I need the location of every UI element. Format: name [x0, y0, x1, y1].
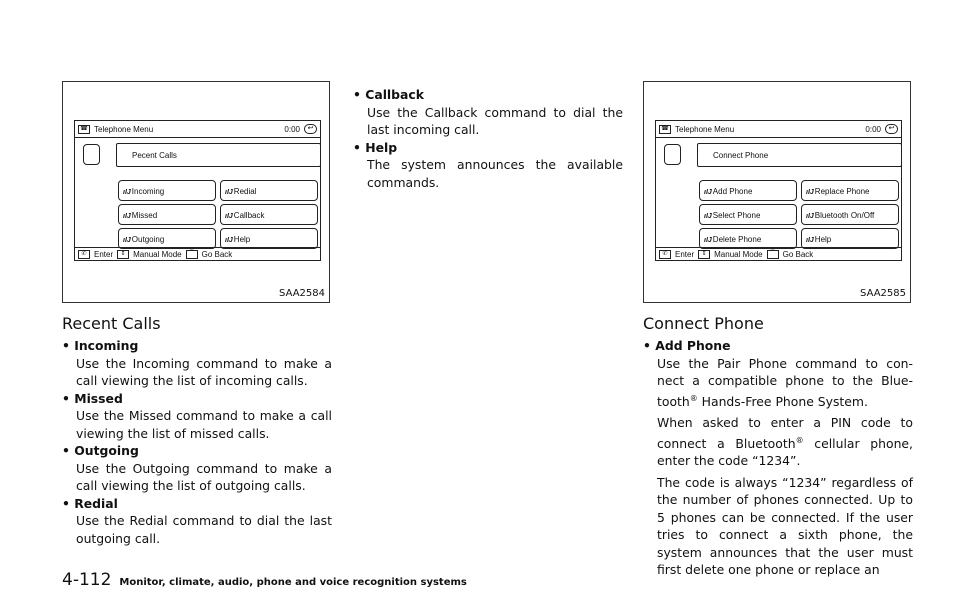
item-body: Use the Missed command to make a call viewing the list of missed calls. — [76, 408, 332, 441]
enter-label: Enter — [675, 249, 695, 259]
back-icon[interactable]: ↩ — [304, 124, 317, 134]
button-label: Callback — [233, 211, 265, 220]
figure-code: SAA2585 — [860, 288, 906, 299]
button-label: Select Phone — [712, 211, 761, 220]
go-back-label: Go Back — [201, 249, 233, 259]
button-label: Delete Phone — [712, 235, 762, 244]
figure-code: SAA2584 — [279, 288, 325, 299]
button-label: Add Phone — [712, 187, 753, 196]
voice-command-button[interactable] — [220, 228, 318, 249]
page-footer — [62, 570, 467, 590]
voice-command-button[interactable] — [118, 204, 216, 225]
item-label: • Missed — [62, 390, 332, 408]
voice-icon: ıIJ — [123, 237, 131, 244]
screen-header — [656, 121, 901, 138]
talk-icon: ✆ — [78, 250, 90, 259]
button-label: Incoming — [131, 187, 165, 196]
manual-mode-label: Manual Mode — [714, 249, 763, 259]
go-back-label: Go Back — [782, 249, 814, 259]
text: Hands-Free Phone System. — [697, 393, 868, 409]
paragraph — [657, 355, 913, 411]
item-body: Use the Callback command to dial the last incoming call. — [367, 104, 623, 137]
registered-mark: ® — [795, 435, 804, 445]
registered-mark: ® — [689, 393, 698, 403]
voice-command-button[interactable] — [699, 228, 797, 249]
text: cellular phone, enter the code “1234”. — [657, 435, 913, 469]
left-column — [62, 337, 332, 547]
menu-heading: Connect Phone — [697, 143, 902, 167]
text: When asked to enter a PIN code to connect a Bluetooth — [657, 415, 913, 451]
right-column — [643, 337, 913, 579]
call-timer: 0:00 — [284, 124, 300, 134]
page-number: 4-112 — [62, 570, 112, 590]
section-heading: Connect Phone — [643, 314, 764, 333]
paragraph: The code is always “1234” regardless of the number of phones connected. Up to 5 phones can be connected. If the user tries to connect a sixth phone, the system announces that the user must first delete one phone or replace an — [657, 474, 913, 578]
voice-icon: ıIJ — [806, 237, 814, 244]
voice-command-button[interactable] — [220, 204, 318, 225]
text: Use the Pair Phone command to con-nect a compatible phone to the Blue-tooth — [657, 355, 913, 409]
item-body: Use the Incoming command to make a call viewing the list of incoming calls. — [76, 355, 332, 388]
figure-recent-calls — [62, 81, 330, 303]
voice-icon: ıIJ — [806, 189, 814, 196]
screen-footer — [656, 247, 901, 260]
screen-header — [75, 121, 320, 138]
voice-icon: ıIJ — [704, 237, 712, 244]
button-label: Redial — [233, 187, 257, 196]
item-body: Use the Outgoing command to make a call viewing the list of outgoing calls. — [76, 460, 332, 493]
section-heading: Recent Calls — [62, 314, 161, 333]
voice-command-button[interactable] — [801, 228, 899, 249]
enter-label: Enter — [94, 249, 114, 259]
voice-icon: ıIJ — [225, 213, 233, 220]
figure-connect-phone — [643, 81, 911, 303]
voice-command-button[interactable] — [220, 180, 318, 201]
voice-icon: ıIJ — [806, 213, 814, 220]
telephone-screen — [655, 120, 902, 261]
voice-command-button[interactable] — [801, 180, 899, 201]
hangup-icon: ⌒ — [767, 250, 779, 259]
telephone-screen — [74, 120, 321, 261]
menu-heading: Pecent Calls — [116, 143, 321, 167]
button-label: Replace Phone — [814, 187, 870, 196]
voice-command-button[interactable] — [699, 204, 797, 225]
button-label: Help — [233, 235, 251, 244]
middle-column — [353, 86, 623, 191]
screen-title: Telephone Menu — [675, 124, 735, 134]
item-label: • Incoming — [62, 337, 332, 355]
back-icon[interactable]: ↩ — [885, 124, 898, 134]
voice-command-button[interactable] — [801, 204, 899, 225]
item-label: • Outgoing — [62, 442, 332, 460]
button-label: Help — [814, 235, 832, 244]
voice-command-button[interactable] — [118, 228, 216, 249]
paragraph — [657, 414, 913, 470]
call-timer: 0:00 — [865, 124, 881, 134]
item-body: The system announces the available commands. — [367, 157, 623, 190]
hangup-icon: ⌒ — [186, 250, 198, 259]
item-label: • Callback — [353, 86, 623, 104]
item-body: Use the Redial command to dial the last outgoing call. — [76, 513, 332, 546]
updown-icon: ⇕ — [117, 250, 129, 259]
voice-icon: ıIJ — [704, 213, 712, 220]
voice-command-button[interactable] — [699, 180, 797, 201]
talk-icon: ✆ — [659, 250, 671, 259]
voice-face-icon — [664, 144, 681, 165]
button-label: Bluetooth On/Off — [814, 211, 875, 220]
item-label: • Add Phone — [643, 337, 913, 355]
voice-icon: ıIJ — [225, 189, 233, 196]
item-label: • Redial — [62, 495, 332, 513]
voice-icon: ıIJ — [704, 189, 712, 196]
voice-face-icon — [83, 144, 100, 165]
button-label: Missed — [131, 211, 158, 220]
button-label: Outgoing — [131, 235, 165, 244]
voice-icon: ıIJ — [123, 213, 131, 220]
screen-title: Telephone Menu — [94, 124, 154, 134]
voice-command-button[interactable] — [118, 180, 216, 201]
screen-footer — [75, 247, 320, 260]
item-label: • Help — [353, 139, 623, 157]
voice-icon: ıIJ — [225, 237, 233, 244]
phone-icon: ☎ — [659, 125, 671, 134]
phone-icon: ☎ — [78, 125, 90, 134]
section-title: Monitor, climate, audio, phone and voice recognition systems — [119, 577, 467, 588]
updown-icon: ⇕ — [698, 250, 710, 259]
voice-icon: ıIJ — [123, 189, 131, 196]
manual-mode-label: Manual Mode — [133, 249, 182, 259]
